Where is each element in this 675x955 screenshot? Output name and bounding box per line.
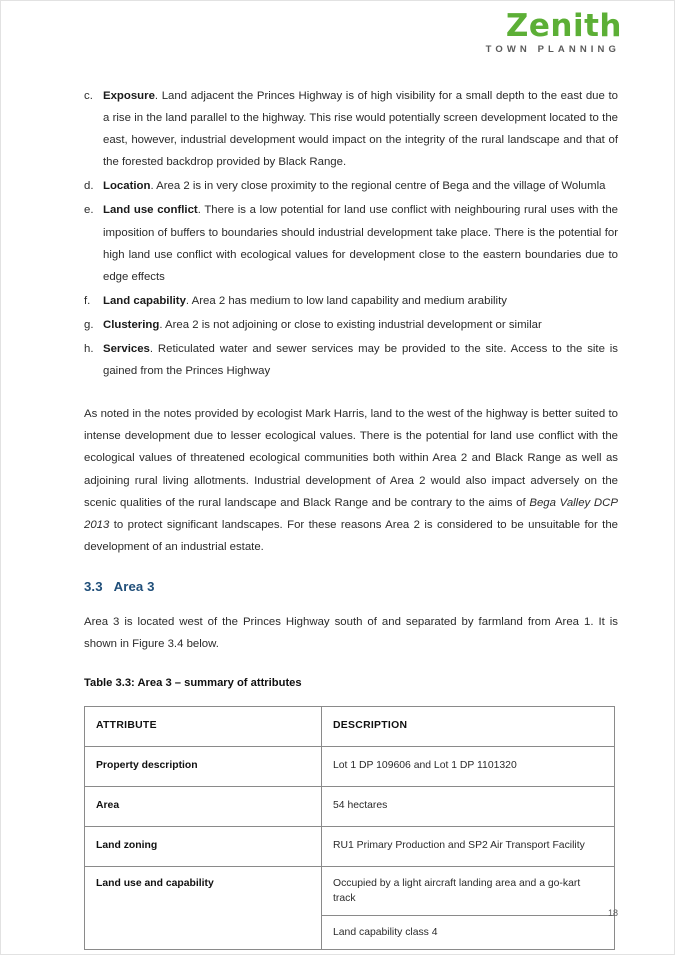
table-row [85, 787, 615, 827]
list-item [84, 290, 618, 312]
list-marker: g. [84, 318, 94, 331]
table-cell-attribute: Area [85, 787, 322, 827]
section-intro-paragraph: Area 3 is located west of the Princes Highway south of and separated by farmland from Area 1. It is shown in Figure 3.4 below. [84, 615, 618, 650]
list-marker: c. [84, 90, 93, 102]
list-marker: e. [84, 204, 94, 217]
list-item [84, 314, 618, 336]
table-cell-description: Lot 1 DP 109606 and Lot 1 DP 1101320 [322, 747, 615, 787]
table-row [85, 867, 615, 916]
table-row [85, 916, 615, 950]
company-logo [485, 8, 622, 55]
spacer [84, 558, 618, 577]
list-item-text: . Reticulated water and sewer services may be provided to the site. Access to the site is gained from the Princes Highway [103, 343, 618, 378]
table-header-row [85, 707, 615, 747]
section-heading-area-3 [84, 577, 618, 597]
list-item-term: Clustering [103, 318, 160, 331]
spacer [84, 384, 618, 403]
assessment-paragraph [84, 403, 618, 558]
table-cell-attribute: Property description [85, 747, 322, 787]
paragraph-part-one: As noted in the notes provided by ecologist Mark Harris, land to the west of the highway is better suited to intense development due to lesser ecological values. There is the potential for land use conflict with the ecological values of threatened ecological communities both within Area 2 and Black Range as well as adjoining rural living allotments. Industrial development of Area 2 would also impact adversely on the scenic qualities of the rural landscape and Black Range and be contrary to the aims of [84, 408, 618, 509]
table-row [85, 827, 615, 867]
spacer [84, 597, 618, 611]
list-item-term: Land capability [103, 294, 186, 307]
attributes-lettered-list [84, 85, 618, 382]
list-item-term: Land use conflict [103, 204, 198, 217]
logo-tagline: TOWN PLANNING [485, 44, 620, 55]
list-item [84, 338, 618, 382]
list-item [84, 175, 618, 197]
table-cell-description: RU1 Primary Production and SP2 Air Transport Facility [322, 827, 615, 867]
list-item-text: . Land adjacent the Princes Highway is of high visibility for a small depth to the east due to a rise in the land parallel to the highway. This rise would potentially screen development located to the east, however, industrial development would impact on the integrity of the rural landscape and that of the forested backdrop provided by Black Range. [103, 90, 618, 169]
spacer [84, 692, 618, 706]
table-header-attribute: ATTRIBUTE [85, 707, 322, 747]
table-cell-attribute [85, 916, 322, 950]
list-item-text: . There is a low potential for land use conflict with neighbouring rural uses with the imposition of buffers to boundaries should industrial development take place. There is the potential for high land use conflict with ecological values for development close to the eastern boundaries due to edge effects [103, 204, 618, 283]
list-item-text: . Area 2 has medium to low land capability and medium arability [185, 294, 507, 307]
section-title: Area 3 [113, 578, 155, 594]
table-cell-description: Land capability class 4 [322, 916, 615, 950]
list-item-text: . Area 2 is not adjoining or close to existing industrial development or similar [159, 318, 542, 331]
table-caption: Table 3.3: Area 3 – summary of attributes [84, 677, 302, 690]
list-item-text: . Area 2 is in very close proximity to the regional centre of Bega and the village of Wolumla [150, 180, 606, 193]
spacer [84, 655, 618, 674]
table-cell-description: 54 hectares [322, 787, 615, 827]
list-marker: d. [84, 180, 94, 193]
logo-wordmark: Zenith [505, 8, 622, 44]
paragraph-citation: Bega Valley DCP 2013 [84, 496, 618, 531]
table-cell-attribute: Land zoning [85, 827, 322, 867]
table-cell-description: Occupied by a light aircraft landing area and a go-kart track [322, 867, 615, 916]
page-number: 18 [607, 908, 618, 918]
paragraph-part-two: to protect significant landscapes. For these reasons Area 2 is considered to be unsuitable for the development of an industrial estate. [84, 518, 618, 553]
list-item [84, 199, 618, 287]
table-row [85, 747, 615, 787]
table-cell-attribute: Land use and capability [85, 867, 322, 916]
list-item-term: Services [103, 343, 150, 356]
area-3-attributes-table [84, 706, 615, 950]
list-marker: h. [84, 343, 94, 356]
table-header-description: DESCRIPTION [322, 707, 615, 747]
page-content [84, 85, 618, 950]
list-item-term: Exposure [103, 90, 155, 102]
list-item-term: Location [103, 180, 151, 193]
list-marker: f. [84, 294, 91, 307]
list-item [84, 85, 618, 173]
section-number: 3.3 [84, 578, 103, 594]
